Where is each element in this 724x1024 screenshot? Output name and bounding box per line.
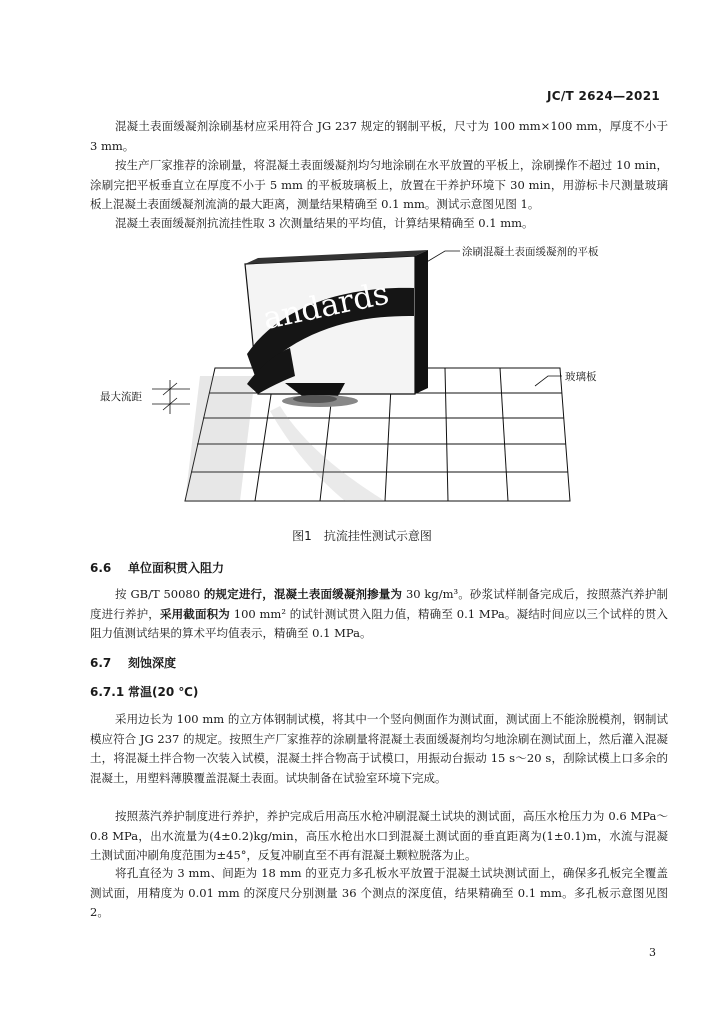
page-number: 3 [649,946,656,959]
label-max-flow-distance: 最大流距 [100,391,142,403]
max-flow-dimension [152,380,190,414]
plate-watermark-text: andards [259,275,392,338]
section-6-7-1-paragraph-1: 采用边长为 100 mm 的立方体钢制试模，将其中一个竖向侧面作为测试面，测试面上不能涂脱模剂，钢制试模应符合 JG 237 的规定。按照生产厂家推荐的涂刷量将混凝土表面缓凝剂均匀地涂刷在测试面上，然后灌入混凝土，将混凝土拌合物一次装入试模，混凝土拌合物高于试模口，用振动台振动 15 s～20 s，刮除试模上口多余的混凝土，用塑料薄膜覆盖混凝土表面。试块制备在试验室环境下完成。 [90,712,668,785]
intro-paragraph-2: 按生产厂家推荐的涂刷量，将混凝土表面缓凝剂均匀地涂刷在水平放置的平板上，涂刷操作不超过 10 min，涂刷完把平板垂直立在厚度不小于 5 mm 的平板玻璃板上，放置在干养护环境下 30 min，用游标卡尺测量玻璃板上混凝土表面缓凝剂流淌的最大距离，测量结果精确至 0.1 mm。测试示意图见图 1。 [90,158,668,211]
intro-paragraph-1: 混凝土表面缓凝剂涂刷基材应采用符合 JG 237 规定的钢制平板，尺寸为 100 mm×100 mm，厚度不小于 3 mm。 [90,119,668,153]
figure-number: 图1 [292,529,312,543]
section-title: 单位面积贯入阻力 [128,561,225,575]
section-6-6-paragraph: 按 GB/T 50080 的规定进行，混凝土表面缓凝剂掺量为 30 kg/m³。砂浆试样制备完成后，按照蒸汽养护制度进行养护，采用截面积为 100 mm² 的试针测试贯入阻力值，精确至 0.1 MPa。凝结时间应以三个试样的贯入阻力值测试结果的算术平均值表示，精确至 0.1 MPa。 [90,587,669,640]
anti-sag-test-illustration [100,236,630,526]
section-title: 刻蚀深度 [128,656,177,670]
glass-watermark-shading [185,376,385,501]
section-title: 常温(20 ℃) [128,685,199,699]
section-6-7-1-paragraph-3: 将孔直径为 3 mm、间距为 18 mm 的亚克力多孔板水平放置于混凝土试块测试面上，确保多孔板完全覆盖测试面，用精度为 0.01 mm 的深度尺分别测量 36 个测点的深度值，结果精确至 0.1 mm。多孔板示意图见图 2。 [90,866,668,919]
coated-steel-plate [245,250,428,394]
section-6-7-1-paragraph-2: 按照蒸汽养护制度进行养护，养护完成后用高压水枪冲刷混凝土试块的测试面，高压水枪压力为 0.6 MPa～0.8 MPa，出水流量为(4±0.2)kg/min，高压水枪出水口到混凝土测试面的垂直距离为(1±0.1)m，水流与混凝土测试面冲刷角度范围为±45°，反复冲刷直至不再有混凝土颗粒脱落为止。 [90,809,668,862]
label-glass-plate: 玻璃板 [565,371,597,383]
leader-lines [420,251,562,386]
intro-paragraph-3: 混凝土表面缓凝剂抗流挂性取 3 次测量结果的平均值，计算结果精确至 0.1 mm。 [115,216,534,230]
section-number: 6.7 [90,656,112,670]
label-coated-plate: 涂刷混凝土表面缓凝剂的平板 [462,246,599,258]
section-6-6-heading [90,559,224,576]
section-number: 6.6 [90,561,112,575]
section-6-7-heading [90,654,176,671]
figure-title: 抗流挂性测试示意图 [323,529,432,543]
section-6-7-1-heading [90,683,198,700]
section-number: 6.7.1 [90,685,125,699]
figure-1-caption [0,527,724,544]
figure-1-diagram [100,236,630,526]
document-code: JC/T 2624—2021 [546,89,660,103]
